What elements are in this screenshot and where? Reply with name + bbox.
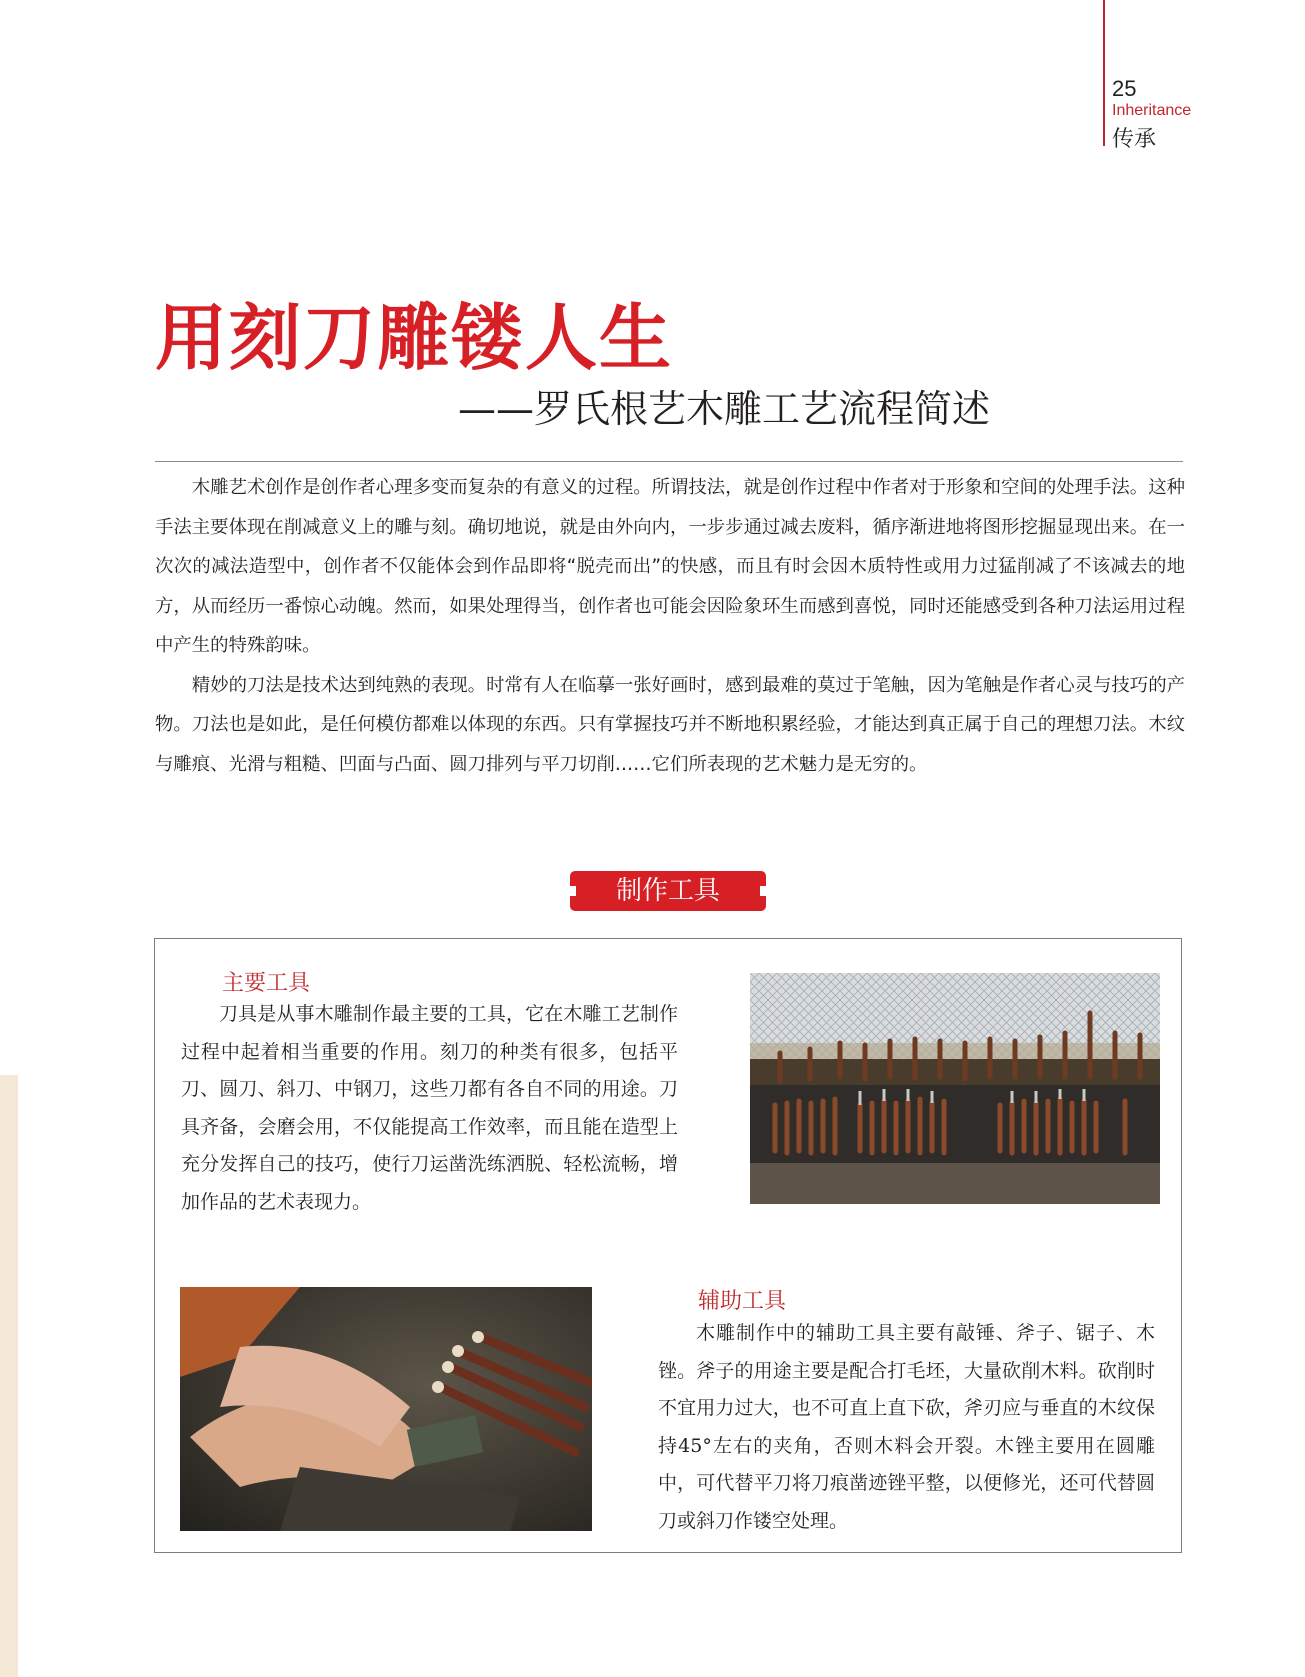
section-label-cn: 传承 (1112, 127, 1157, 152)
intro-text (155, 468, 1185, 784)
section-label-en: Inheritance (1112, 102, 1192, 119)
section-badge (570, 871, 766, 911)
tool-rack-photo (750, 973, 1160, 1204)
article-title: 用刻刀雕镂人生 (155, 296, 674, 380)
badge-notch-left (568, 886, 576, 896)
aux-tools-text (658, 1315, 1155, 1540)
main-tools-paragraph: 刀具是从事木雕制作最主要的工具，它在木雕工艺制作过程中起着相当重要的作用。刻刀的种类有很多，包括平刀、圆刀、斜刀、中钢刀，这些刀都有各自不同的用途。刀具齐备，会磨会用，不仅能提高工作效率，而且能在造型上充分发挥自己的技巧，使行刀运凿洗练洒脱、轻松流畅，增加作品的艺术表现力。 (181, 1003, 678, 1213)
header-rule (1103, 0, 1105, 146)
intro-paragraph: 精妙的刀法是技术达到纯熟的表现。时常有人在临摹一张好画时，感到最难的莫过于笔触，因为笔触是作者心灵与技巧的产物。刀法也是如此，是任何模仿都难以体现的东西。只有掌握技巧并不断地积累经验，才能达到真正属于自己的理想刀法。木纹与雕痕、光滑与粗糙、凹面与凸面、圆刀排列与平刀切削……它们所表现的艺术魅力是无穷的。 (155, 674, 1185, 775)
main-tools-text (181, 996, 678, 1221)
article-subtitle: ——罗氏根艺木雕工艺流程简述 (458, 387, 991, 431)
main-tools-heading: 主要工具 (222, 971, 311, 996)
left-decor-strip (0, 1075, 18, 1677)
aux-tools-heading: 辅助工具 (698, 1289, 787, 1314)
page-number: 25 (1112, 76, 1137, 101)
badge-notch-right (760, 886, 768, 896)
title-divider (155, 461, 1183, 462)
tool-rack-illustration (750, 973, 1160, 1204)
sharpening-illustration (180, 1287, 592, 1531)
sharpening-photo (180, 1287, 592, 1531)
intro-paragraph: 木雕艺术创作是创作者心理多变而复杂的有意义的过程。所谓技法，就是创作过程中作者对于形象和空间的处理手法。这种手法主要体现在削减意义上的雕与刻。确切地说，就是由外向内，一步步通过减去废料，循序渐进地将图形挖掘显现出来。在一次次的减法造型中，创作者不仅能体会到作品即将“脱壳而出”的快感，而且有时会因木质特性或用力过猛削减了不该减去的地方，从而经历一番惊心动魄。然而，如果处理得当，创作者也可能会因险象环生而感到喜悦，同时还能感受到各种刀法运用过程中产生的特殊韵味。 (155, 477, 1185, 656)
section-badge-label: 制作工具 (570, 871, 766, 911)
aux-tools-paragraph: 木雕制作中的辅助工具主要有敲锤、斧子、锯子、木锉。斧子的用途主要是配合打毛坯，大量砍削木料。砍削时不宜用力过大，也不可直上直下砍，斧刃应与垂直的木纹保持45°左右的夹角，否则木料会开裂。木锉主要用在圆雕中，可代替平刀将刀痕凿迹锉平整，以便修光，还可代替圆刀或斜刀作镂空处理。 (658, 1322, 1155, 1532)
